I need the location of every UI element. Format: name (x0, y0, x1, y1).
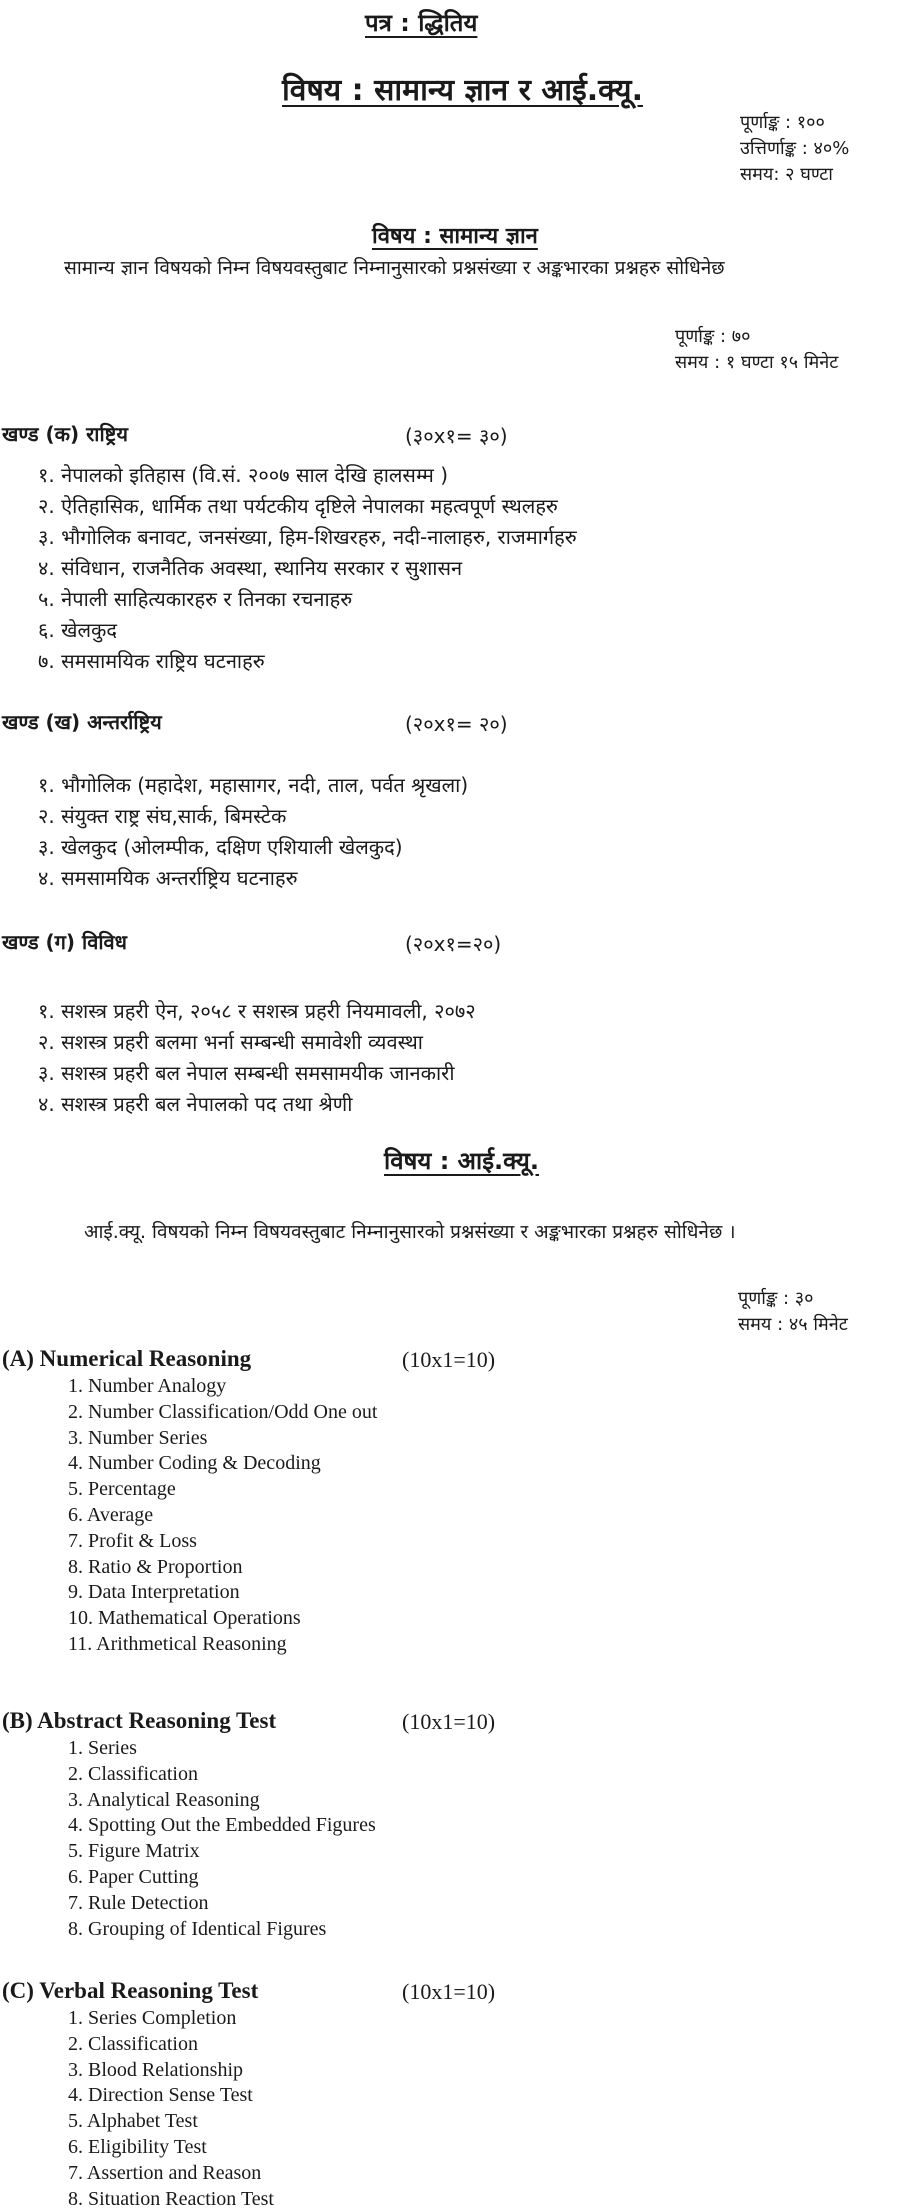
gk-title: विषय : सामान्य ज्ञान (372, 224, 538, 249)
iq-title: विषय : आई.क्यू. (384, 1147, 539, 1175)
list-item: १. सशस्त्र प्रहरी ऐन, २०५८ र सशस्त्र प्रहरी नियमावली, २०७२ (38, 999, 476, 1023)
iq-section-marks: (10x1=10) (402, 1979, 496, 2004)
list-item: १. भौगोलिक (महादेश, महासागर, नदी, ताल, पर्वत श्रृखला) (38, 773, 469, 797)
list-item: 7. Assertion and Reason (68, 2161, 262, 2184)
list-item: ४. समसामयिक अन्तर्राष्ट्रिय घटनाहरु (38, 866, 298, 890)
list-item: ४. संविधान, राजनैतिक अवस्था, स्थानिय सरकार र सुशासन (38, 556, 463, 580)
iq-section-items (68, 1736, 376, 1942)
gk-section-marks: (२०x१=२०) (405, 932, 502, 956)
list-item: 2. Classification (68, 2032, 198, 2055)
list-item: 1. Series (68, 1737, 137, 1759)
list-item: 8. Ratio & Proportion (68, 1555, 243, 1578)
main-pass-marks: उत्तिर्णाङ्क : ४०% (740, 138, 850, 159)
iq-section-items (68, 1374, 377, 1658)
iq-section-heading: (A) Numerical Reasoning (2, 1346, 252, 1371)
iq-full-marks: पूर्णाङ्क : ३० (738, 1288, 814, 1309)
list-item: 2. Classification (68, 1762, 198, 1785)
gk-section-items (38, 996, 476, 1120)
list-item: ७. समसामयिक राष्ट्रिय घटनाहरु (38, 649, 265, 673)
iq-section-marks: (10x1=10) (402, 1347, 496, 1372)
iq-section-heading: (B) Abstract Reasoning Test (2, 1708, 277, 1733)
list-item: 6. Paper Cutting (68, 1865, 199, 1888)
paper-label: पत्र : द्धितिय (365, 9, 478, 37)
list-item: १. नेपालको इतिहास (वि.सं. २००७ साल देखि हालसम्म ) (38, 463, 449, 487)
iq-section-heading: (C) Verbal Reasoning Test (2, 1978, 259, 2003)
list-item: 4. Direction Sense Test (68, 2084, 253, 2107)
gk-section-marks: (२०x१= २०) (405, 712, 508, 736)
list-item: २. ऐतिहासिक, धार्मिक तथा पर्यटकीय दृष्टिले नेपालका महत्वपूर्ण स्थलहरु (38, 494, 558, 518)
main-meta (740, 110, 849, 188)
list-item: 5. Figure Matrix (68, 1840, 200, 1863)
list-item: 6. Eligibility Test (68, 2135, 207, 2158)
iq-section-items (68, 2006, 274, 2212)
gk-intro: सामान्य ज्ञान विषयको निम्न विषयवस्तुबाट निम्नानुसारको प्रश्नसंख्या र अङ्कभारका प्रश्नहरु सोधिनेछ (64, 257, 725, 279)
gk-time: समय : १ घण्टा १५ मिनेट (675, 352, 839, 373)
gk-section-marks: (३०x१= ३०) (405, 424, 508, 448)
iq-time: समय : ४५ मिनेट (738, 1314, 848, 1335)
list-item: ३. खेलकुद (ओलम्पीक, दक्षिण एशियाली खेलकुद) (38, 835, 403, 859)
list-item: ५. नेपाली साहित्यकारहरु र तिनका रचनाहरु (38, 587, 353, 611)
list-item: ६. खेलकुद (38, 618, 118, 642)
list-item: 11. Arithmetical Reasoning (68, 1632, 287, 1655)
list-item: २. संयुक्त राष्ट्र संघ,सार्क, बिमस्टेक (38, 804, 287, 828)
list-item: 4. Number Coding & Decoding (68, 1452, 321, 1475)
list-item: 1. Number Analogy (68, 1375, 227, 1397)
iq-section-marks: (10x1=10) (402, 1709, 496, 1734)
list-item: 3. Analytical Reasoning (68, 1788, 260, 1811)
list-item: 3. Number Series (68, 1426, 208, 1449)
gk-section-items (38, 770, 468, 894)
gk-section-heading: खण्ड (क) राष्ट्रिय (2, 422, 128, 446)
list-item: 2. Number Classification/Odd One out (68, 1400, 378, 1423)
gk-section-items (38, 460, 577, 677)
main-subject-title: विषय : सामान्य ज्ञान र आई.क्यू. (282, 73, 643, 108)
list-item: 10. Mathematical Operations (68, 1607, 301, 1630)
gk-meta (675, 324, 838, 376)
list-item: 1. Series Completion (68, 2007, 237, 2029)
gk-section-heading: खण्ड (ग) विविध (2, 930, 127, 954)
list-item: 3. Blood Relationship (68, 2058, 243, 2081)
list-item: 9. Data Interpretation (68, 1581, 240, 1604)
list-item: 7. Profit & Loss (68, 1529, 197, 1552)
list-item: ४. सशस्त्र प्रहरी बल नेपालको पद तथा श्रेणी (38, 1092, 353, 1116)
main-full-marks: पूर्णाङ्क : १०० (740, 112, 825, 133)
list-item: 8. Grouping of Identical Figures (68, 1917, 327, 1940)
list-item: ३. सशस्त्र प्रहरी बल नेपाल सम्बन्धी समसामयीक जानकारी (38, 1061, 455, 1085)
list-item: २. सशस्त्र प्रहरी बलमा भर्ना सम्बन्धी समावेशी व्यवस्था (38, 1030, 423, 1054)
list-item: 6. Average (68, 1503, 154, 1526)
iq-meta (738, 1286, 848, 1338)
gk-section-heading: खण्ड (ख) अन्तर्राष्ट्रिय (2, 710, 162, 734)
list-item: ३. भौगोलिक बनावट, जनसंख्या, हिम-शिखरहरु, नदी-नालाहरु, राजमार्गहरु (38, 525, 577, 549)
iq-intro: आई.क्यू. विषयको निम्न विषयवस्तुबाट निम्नानुसारको प्रश्नसंख्या र अङ्कभारका प्रश्नहरु सोधिनेछ । (84, 1221, 736, 1243)
main-time: समय: २ घण्टा (740, 164, 833, 185)
gk-full-marks: पूर्णाङ्क : ७० (675, 326, 751, 347)
list-item: 5. Alphabet Test (68, 2110, 198, 2133)
list-item: 8. Situation Reaction Test (68, 2187, 274, 2210)
list-item: 7. Rule Detection (68, 1891, 209, 1914)
list-item: 5. Percentage (68, 1478, 176, 1501)
list-item: 4. Spotting Out the Embedded Figures (68, 1814, 376, 1837)
